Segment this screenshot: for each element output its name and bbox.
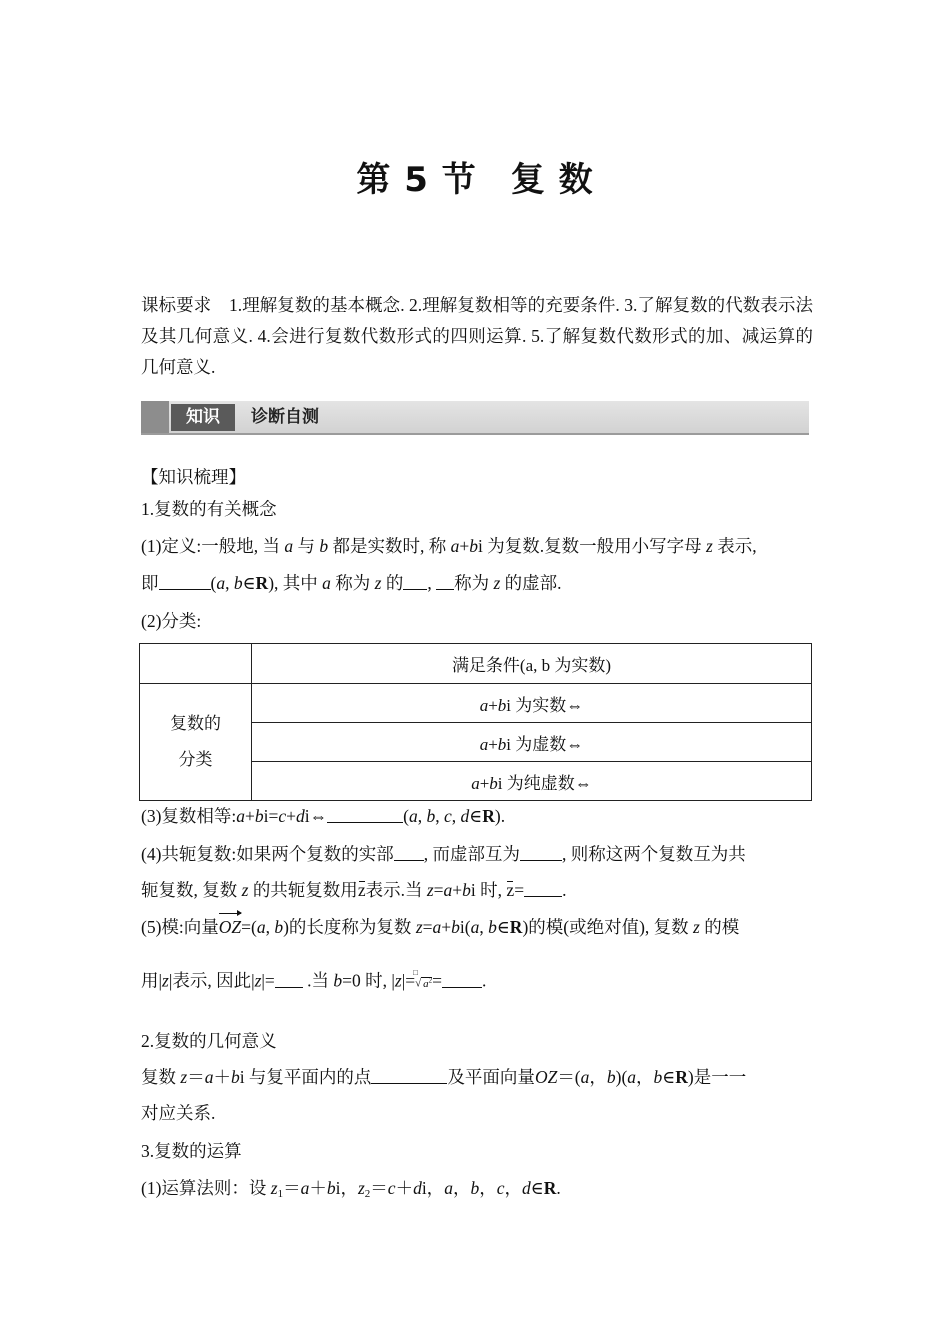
definition-line-2: 即 (a, b∈R), 其中 a 称为 z 的 , 称为 z 的虚部.	[141, 573, 562, 593]
banner-label: 诊断自测	[251, 407, 319, 427]
section-banner	[141, 401, 809, 435]
banner-stub	[141, 401, 169, 433]
table-header: 满足条件(a, b 为实数)	[252, 644, 812, 684]
classification-table	[139, 643, 812, 801]
conjugate-line-1: (4)共轭复数:如果两个复数的实部 , 而虚部互为 , 则称这两个复数互为共	[141, 844, 746, 864]
table-cell-imaginary: a+bi 为虚数⇔	[252, 723, 812, 762]
blank-conj-real[interactable]	[394, 844, 424, 861]
radical-a-squared: □ √ $a^2$	[413, 968, 433, 990]
geometric-line-1: 复数 z＝a＋bi 与复平面内的点 及平面向量OZ＝(a，b)(a，b∈R)是一一	[141, 1067, 747, 1087]
blank-modulus[interactable]	[275, 971, 303, 988]
modulus-line-1: (5)模:向量OZ=(a, b)的长度称为复数 z=a+bi(a, b∈R)的模(或绝对值), 复数 z 的模	[141, 917, 740, 937]
table-header-row	[140, 644, 812, 684]
blank-imag-coef[interactable]	[436, 573, 454, 590]
definition-line-1: (1)定义:一般地, 当 a 与 b 都是实数时, 称 a+bi 为复数.复数一般用小写字母 z 表示,	[141, 536, 757, 556]
modulus-line-2: 用|z|表示, 因此|z|= .当 b=0 时, |z|= □ √ $a^2=$ .	[141, 969, 811, 995]
curriculum-requirements	[141, 290, 813, 383]
table-row	[140, 684, 812, 723]
s2-heading: 2.复数的几何意义	[141, 1031, 277, 1051]
section-title: 复 数	[510, 160, 594, 200]
blank-algebraic-form[interactable]	[159, 573, 211, 590]
s1-heading: 1.复数的有关概念	[141, 499, 277, 519]
blank-modulus-real[interactable]	[442, 971, 482, 988]
knowledge-header: 【知识梳理】	[141, 467, 246, 487]
banner-tag: 知识	[171, 404, 235, 431]
s3-heading: 3.复数的运算	[141, 1141, 242, 1161]
table-cell-pure-imaginary: a+bi 为纯虚数⇔	[252, 762, 812, 801]
requirements-label: 课标要求	[141, 295, 212, 315]
table-cell-real: a+bi 为实数⇔	[252, 684, 812, 723]
blank-conj-imag[interactable]	[520, 844, 562, 861]
conjugate-line-2: 轭复数, 复数 z 的共轭复数用z表示.当 z=a+bi 时, z= .	[141, 880, 567, 900]
requirements-text: 1.理解复数的基本概念. 2.理解复数相等的充要条件. 3.了解复数的代数表示法及其几何意义. 4.会进行复数代数形式的四则运算. 5.了解复数代数形式的加、减运算的几何意义.	[141, 295, 813, 377]
geometric-line-2: 对应关系.	[141, 1103, 216, 1123]
table-row-label: 复数的 分类	[140, 684, 252, 801]
page-title	[0, 152, 950, 201]
blank-conjugate[interactable]	[524, 880, 562, 897]
blank-real-part[interactable]	[403, 573, 427, 590]
classification-label: (2)分类:	[141, 611, 202, 631]
table-corner	[140, 644, 252, 684]
equality-line: (3)复数相等:a+bi=c+di⇔ (a, b, c, d∈R).	[141, 806, 506, 826]
blank-point[interactable]	[371, 1067, 447, 1084]
operations-line-1: (1)运算法则：设 $z_1=a+bi$，$z_2=c+di$，a，b，c，d∈R.	[141, 1178, 561, 1200]
section-number: 第 5 节	[356, 160, 477, 200]
blank-equality[interactable]	[327, 806, 403, 823]
